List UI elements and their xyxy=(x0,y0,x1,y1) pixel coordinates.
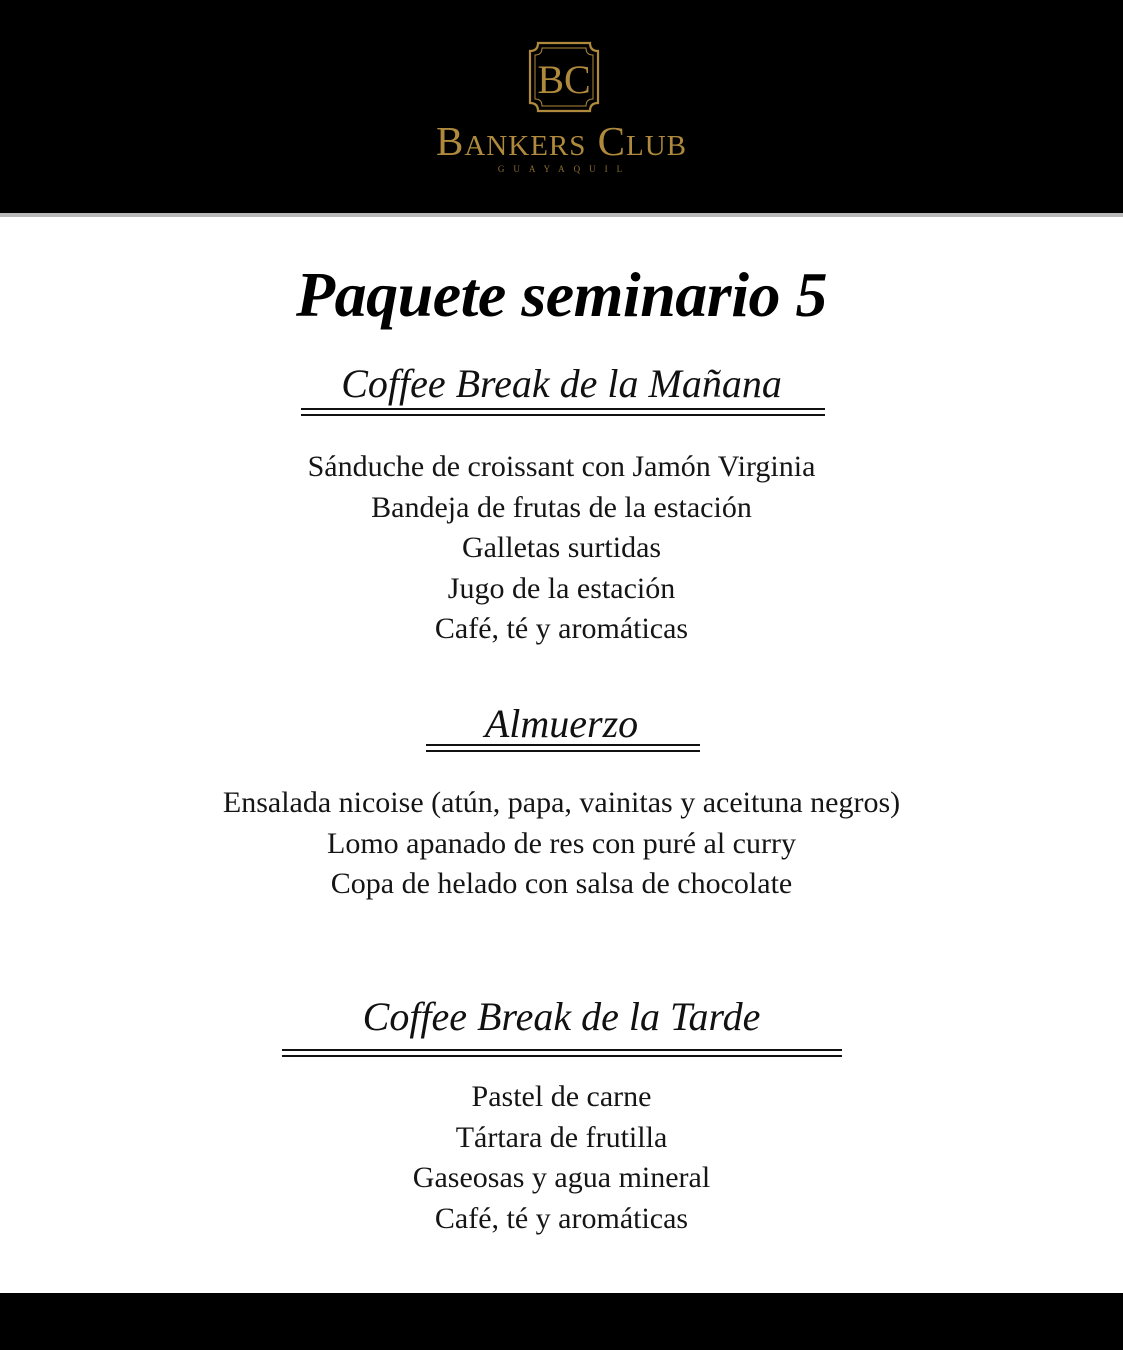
section-heading-morning-coffee-break: Coffee Break de la Mañana xyxy=(341,361,782,406)
menu-item: Pastel de carne xyxy=(471,1080,652,1113)
menu-item: Café, té y aromáticas xyxy=(434,1201,689,1235)
brand-name: Bankers Club xyxy=(436,118,687,164)
page-title: Paquete seminario 5 xyxy=(296,259,827,330)
menu-list-afternoon xyxy=(0,1077,1123,1239)
footer-band xyxy=(0,1293,1123,1350)
menu-item: Bandeja de frutas de la estación xyxy=(371,490,752,524)
menu-item: Lomo apanado de res con puré al curry xyxy=(327,826,796,860)
brand-city: GUAYAQUIL xyxy=(497,164,632,174)
section-divider xyxy=(301,408,825,416)
menu-list-lunch xyxy=(0,783,1123,905)
section-divider xyxy=(282,1049,842,1057)
bankers-club-logo-icon xyxy=(528,41,600,113)
section-divider xyxy=(426,744,700,752)
menu-item: Tártara de frutilla xyxy=(455,1120,668,1154)
menu-item: Jugo de la estación xyxy=(447,571,676,605)
menu-item: Copa de helado con salsa de chocolate xyxy=(330,867,793,900)
menu-item: Ensalada nicoise (atún, papa, vainitas y aceituna negros) xyxy=(222,786,901,819)
section-heading-lunch: Almuerzo xyxy=(484,701,639,746)
menu-item: Gaseosas y agua mineral xyxy=(412,1161,711,1194)
menu-item: Sánduche de croissant con Jamón Virginia xyxy=(307,450,816,483)
menu-list-morning xyxy=(0,447,1123,650)
logo-monogram: BC xyxy=(537,57,591,102)
menu-item: Café, té y aromáticas xyxy=(434,612,689,645)
section-heading-afternoon-coffee-break: Coffee Break de la Tarde xyxy=(362,994,761,1039)
header-divider xyxy=(0,213,1123,217)
header-band xyxy=(0,0,1123,213)
menu-item: Galletas surtidas xyxy=(461,531,662,564)
